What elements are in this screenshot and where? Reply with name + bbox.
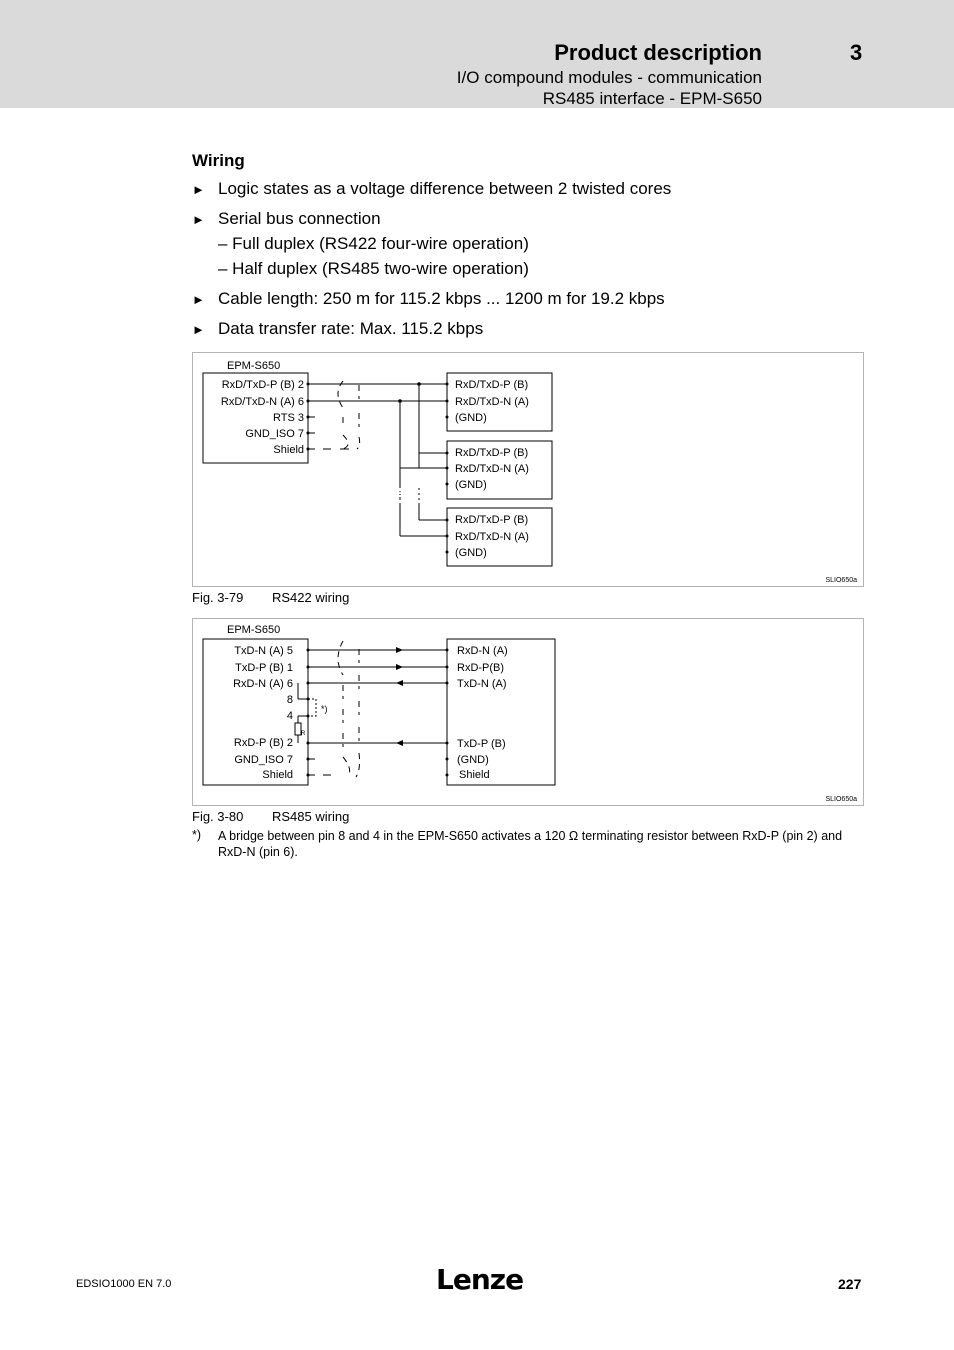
bullet-text: Cable length: 250 m for 115.2 kbps ... 1200 m for 19.2 kbps — [218, 289, 665, 308]
device-label: (GND) — [455, 547, 487, 559]
sub-item: – Full duplex (RS422 four-wire operation) — [218, 234, 529, 253]
device-label: RxD/TxD-N (A) — [455, 463, 529, 475]
header-band — [0, 0, 954, 108]
pin-label: GND_ISO 7 — [234, 754, 293, 766]
footnote-mark: *) — [192, 828, 202, 842]
figure-caption — [192, 809, 350, 824]
pin-label: GND_ISO 7 — [245, 428, 304, 440]
bullet-item — [192, 319, 483, 339]
pin-label: Shield — [262, 769, 293, 781]
device-label: (GND) — [455, 412, 487, 424]
device-label: RxD-N (A) — [457, 645, 508, 657]
footnote-text: A bridge between pin 8 and 4 in the EPM-S650 activates a 120 Ω terminating resistor between RxD-P (pin 2) and RxD-N (pin 6). — [218, 829, 843, 859]
pin-label: RxD-P (B) 2 — [233, 737, 293, 749]
sub-item: – Half duplex (RS485 two-wire operation) — [218, 259, 529, 278]
page-title: Product description — [554, 40, 762, 65]
pin-label: RxD/TxD-P (B) 2 — [221, 379, 304, 391]
bullet-text: Serial bus connection — [218, 209, 381, 228]
caption-number: Fig. 3-80 — [192, 809, 244, 824]
chapter-number: 3 — [850, 40, 863, 65]
document-id: EDSIO1000 EN 7.0 — [76, 1278, 172, 1290]
device-label: Shield — [459, 769, 490, 781]
rs422-diagram — [193, 353, 863, 586]
pin-label: TxD-P (B) 1 — [235, 662, 293, 674]
figure-code: SLIO650a — [825, 577, 857, 584]
figure-caption — [192, 590, 350, 605]
figure-rs422 — [192, 352, 864, 587]
page-number: 227 — [838, 1276, 862, 1292]
section-title: Wiring — [192, 151, 245, 170]
device-label: RxD-P(B) — [457, 662, 505, 674]
pin-label: RxD-N (A) 6 — [233, 678, 293, 690]
page-subtitle-1: I/O compound modules - communication — [456, 68, 762, 87]
module-title: EPM-S650 — [227, 624, 281, 636]
resistor-label: R — [301, 731, 306, 737]
bullet-arrow-icon: ► — [192, 322, 205, 337]
bridge-mark: *) — [321, 704, 328, 714]
pin-label: RTS 3 — [273, 412, 304, 424]
rs485-wires — [295, 641, 447, 777]
figure-rs485 — [192, 618, 864, 806]
figure-code: SLIO650a — [825, 796, 857, 803]
bullet-item — [192, 289, 665, 309]
device-label: RxD/TxD-P (B) — [455, 514, 529, 526]
device-label: (GND) — [457, 754, 489, 766]
pin-label: Shield — [273, 444, 304, 456]
device-label: TxD-N (A) — [457, 678, 507, 690]
pin-label: 4 — [286, 710, 293, 722]
device-label: TxD-P (B) — [457, 738, 506, 750]
bullet-item — [192, 179, 671, 199]
rs485-diagram — [193, 619, 863, 805]
device-label: (GND) — [455, 479, 487, 491]
pin-label: RxD/TxD-N (A) 6 — [220, 396, 304, 408]
rs485-arrows — [396, 647, 403, 746]
bullet-text: Data transfer rate: Max. 115.2 kbps — [218, 319, 484, 338]
rs485-terminals — [307, 649, 449, 777]
rs422-wires — [308, 381, 447, 536]
device-label: RxD/TxD-N (A) — [455, 396, 529, 408]
caption-number: Fig. 3-79 — [192, 590, 244, 605]
device-label: RxD/TxD-P (B) — [455, 379, 529, 391]
bullet-arrow-icon: ► — [192, 182, 205, 197]
pin-label: 8 — [286, 694, 293, 706]
pin-label: TxD-N (A) 5 — [234, 645, 293, 657]
module-title: EPM-S650 — [227, 360, 281, 372]
bullet-arrow-icon: ► — [192, 212, 205, 227]
page-subtitle-2: RS485 interface - EPM-S650 — [542, 89, 762, 108]
brand-logo: Lenze — [436, 1263, 524, 1296]
caption-text: RS422 wiring — [272, 590, 350, 605]
device-label: RxD/TxD-P (B) — [455, 447, 529, 459]
caption-text: RS485 wiring — [272, 809, 350, 824]
bullet-item — [192, 209, 381, 229]
bullet-text: Logic states as a voltage difference between 2 twisted cores — [218, 179, 672, 198]
device-label: RxD/TxD-N (A) — [455, 531, 529, 543]
bullet-arrow-icon: ► — [192, 292, 205, 307]
